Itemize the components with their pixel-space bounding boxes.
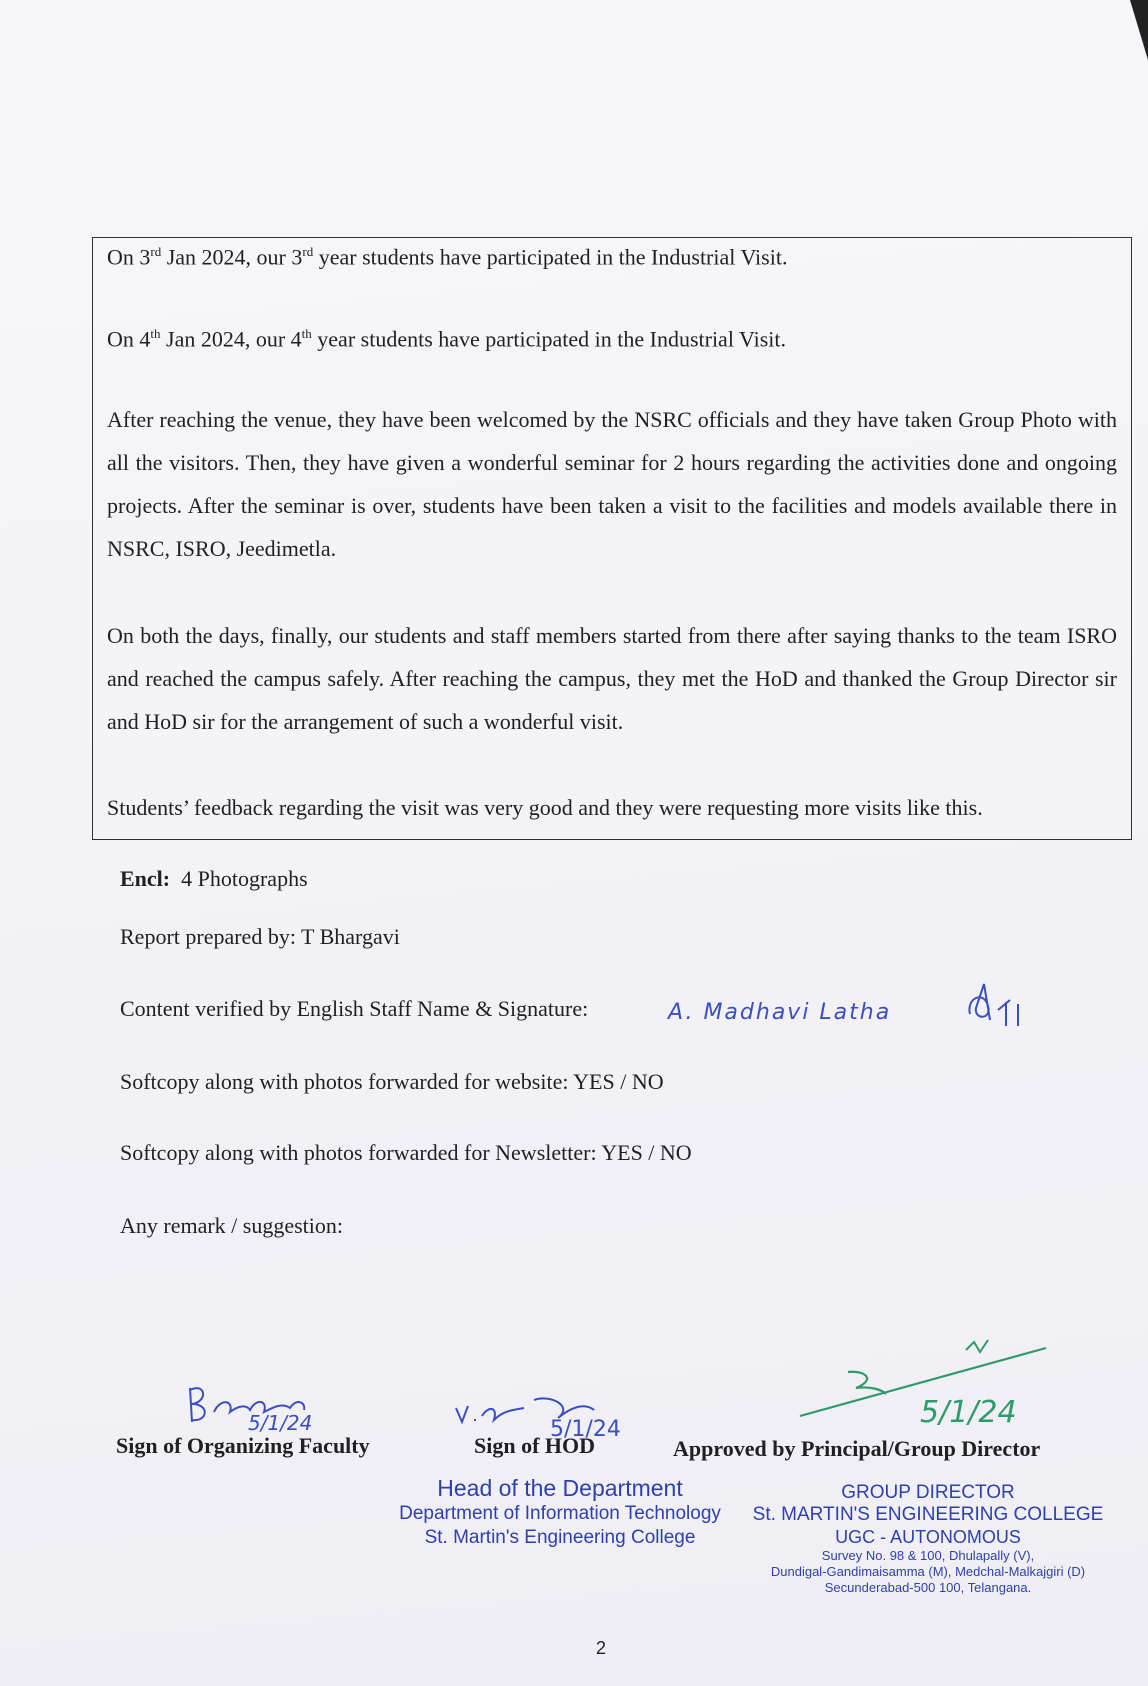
faculty-date: 5/1/24 [248, 1411, 313, 1435]
encl-value: 4 Photographs [181, 866, 308, 891]
director-stamp-autonomous: UGC - AUTONOMOUS [835, 1527, 1021, 1547]
remarks: Any remark / suggestion: [120, 1213, 344, 1238]
prepared-by: Report prepared by: T Bhargavi [120, 924, 400, 949]
director-stamp [748, 1482, 1108, 1596]
verifier-initials-signature [962, 980, 1032, 1030]
hod-stamp [380, 1474, 740, 1550]
page-number: 2 [596, 1638, 607, 1658]
director-stamp-address2: Dundigal-Gandimaisamma (M), Medchal-Malkajgiri (D) [770, 1564, 1086, 1579]
paragraph-3rd-year: On 3rd Jan 2024, our 3rd year students have participated in the Industrial Visit. [107, 244, 788, 270]
enclosure-line [120, 866, 308, 892]
hod-date: 5/1/24 [550, 1417, 621, 1442]
faculty-sign-label: Sign of Organizing Faculty [116, 1433, 370, 1458]
paragraph-feedback: Students’ feedback regarding the visit was very good and they were requesting more visits like this. [107, 795, 983, 820]
principal-date: 5/1/24 [920, 1395, 1017, 1430]
principal-signature [796, 1336, 1056, 1436]
director-stamp-address3: Secunderabad-500 100, Telangana. [824, 1580, 1032, 1595]
director-stamp-address1: Survey No. 98 & 100, Dhulapally (V), [821, 1548, 1035, 1563]
page-corner-shadow [1130, 0, 1148, 60]
hod-stamp-title: Head of the Department [437, 1475, 683, 1501]
hod-stamp-college: St. Martin's Engineering College [424, 1527, 696, 1548]
hod-stamp-department: Department of Information Technology [399, 1503, 721, 1524]
paragraph-venue: After reaching the venue, they have been welcomed by the NSRC officials and they have taken Group Photo with all the visitors. Then, they have given a wonderful seminar for 2 hours regarding the activities done and ongoing projects. After the seminar is over, students have been taken a visit to the facilities and models available there in NSRC, ISRO, Jeedimetla. [107, 407, 1117, 561]
paragraph-return: On both the days, finally, our students and staff members started from there after saying thanks to the team ISRO and reached the campus safely. After reaching the campus, they met the HoD and thanked the Group Director sir and HoD sir for the arrangement of such a wonderful visit. [107, 623, 1117, 734]
verifier-handwriting: A. Madhavi Latha [668, 1000, 892, 1025]
softcopy-newsletter: Softcopy along with photos forwarded for Newsletter: YES / NO [120, 1140, 692, 1165]
director-stamp-college: St. MARTIN'S ENGINEERING COLLEGE [752, 1504, 1104, 1525]
verified-by: Content verified by English Staff Name & Signature: [120, 996, 589, 1021]
paragraph-4th-year: On 4th Jan 2024, our 4th year students have participated in the Industrial Visit. [107, 326, 786, 352]
encl-label: Encl: [120, 866, 171, 891]
hod-sign-label: Sign of HOD [474, 1433, 596, 1458]
director-stamp-title: GROUP DIRECTOR [841, 1482, 1015, 1503]
principal-sign-label: Approved by Principal/Group Director [673, 1436, 1041, 1461]
faculty-signature [186, 1378, 336, 1434]
softcopy-website: Softcopy along with photos forwarded for website: YES / NO [120, 1069, 664, 1094]
report-text-box [92, 237, 1132, 840]
